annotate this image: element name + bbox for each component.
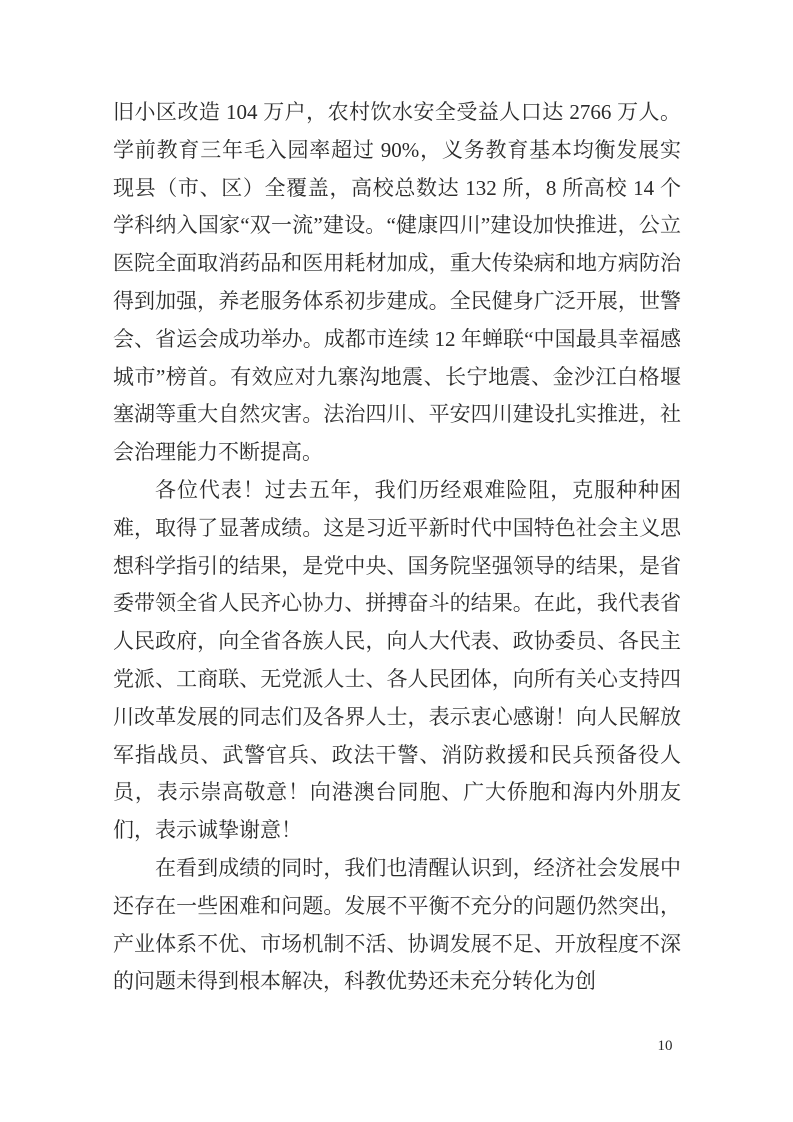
page-content [113,94,681,1001]
paragraph-problems: 在看到成绩的同时，我们也清醒认识到，经济社会发展中还存在一些困难和问题。发展不平衡不充分的问题仍然突出，产业体系不优、市场机制不活、协调发展不足、开放程度不深的问题未得到根本解决，科教优势还未充分转化为创 [113,855,681,994]
paragraph-thanks: 各位代表！过去五年，我们历经艰难险阻，克服种种困难，取得了显著成绩。这是习近平新时代中国特色社会主义思想科学指引的结果，是党中央、国务院坚强领导的结果，是省委带领全省人民齐心协力、拼搏奋斗的结果。在此，我代表省人民政府，向全省各族人民，向人大代表、政协委员、各民主党派、工商联、无党派人士、各人民团体，向所有关心支持四川改革发展的同志们及各界人士，表示衷心感谢！向人民解放军指战员、武警官兵、政法干警、消防救援和民兵预备役人员，表示崇高敬意！向港澳台同胞、广大侨胞和海内外朋友们，表示诚挚谢意！ [113,477,681,843]
page-number: 10 [657,1038,673,1054]
paragraph-continuation: 旧小区改造 104 万户，农村饮水安全受益人口达 2766 万人。学前教育三年毛入园率超过 90%，义务教育基本均衡发展实现县（市、区）全覆盖，高校总数达 132 所，8 所高校 14 个学科纳入国家“双一流”建设。“健康四川”建设加快推进，公立医院全面取消药品和医用耗材加成，重大传染病和地方病防治得到加强，养老服务体系初步建成。全民健身广泛开展，世警会、省运会成功举办。成都市连续 12 年蝉联“中国最具幸福感城市”榜首。有效应对九寨沟地震、长宁地震、金沙江白格堰塞湖等重大自然灾害。法治四川、平安四川建设扎实推进，社会治理能力不断提高。 [113,100,681,465]
